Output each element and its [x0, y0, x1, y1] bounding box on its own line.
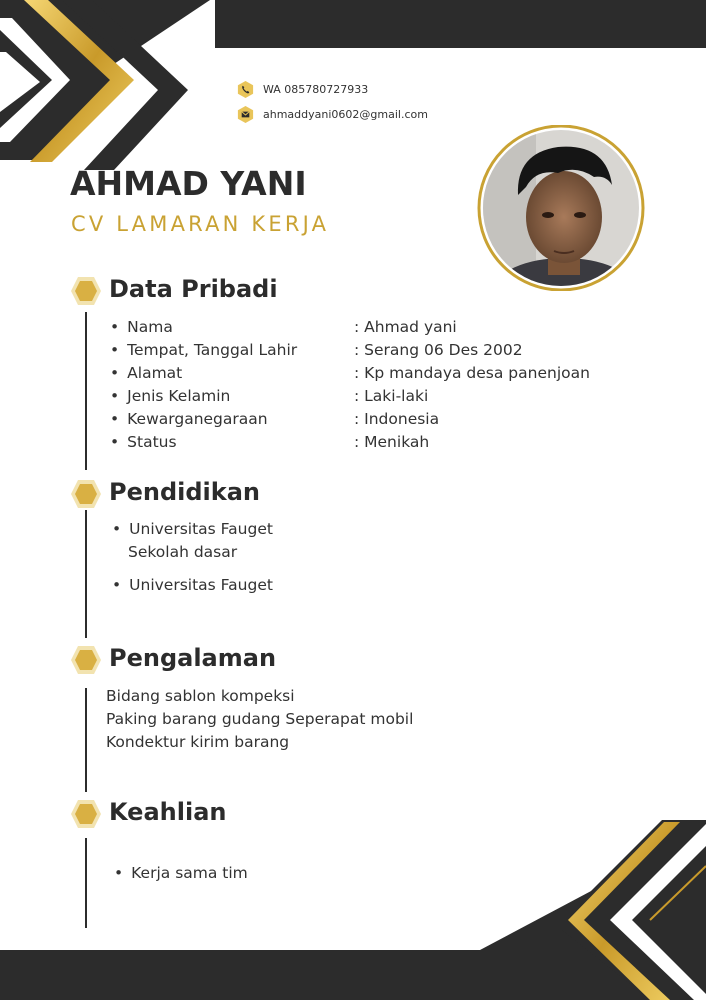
hexagon-bullet-icon	[70, 798, 102, 830]
education-item: • Universitas Fauget	[112, 576, 273, 594]
education-item: • Universitas Fauget	[112, 520, 273, 538]
person-name: AHMAD YANI	[70, 164, 307, 203]
profile-photo	[466, 125, 656, 291]
section-title-keahlian: Keahlian	[109, 798, 227, 826]
field-label: • Kewarganegaraan	[110, 410, 268, 428]
hexagon-bullet-icon	[70, 644, 102, 676]
field-label: • Status	[110, 433, 177, 451]
email-text[interactable]: ahmaddyani0602@gmail.com	[263, 108, 428, 121]
experience-item: Bidang sablon kompeksi	[106, 687, 295, 705]
timeline-line-1	[85, 312, 87, 470]
field-value: : Serang 06 Des 2002	[354, 341, 523, 359]
hexagon-bullet-icon	[70, 275, 102, 307]
field-value: : Menikah	[354, 433, 430, 451]
phone-icon	[236, 80, 255, 99]
field-value: : Ahmad yani	[354, 318, 457, 336]
field-label: • Jenis Kelamin	[110, 387, 230, 405]
phone-text[interactable]: WA 085780727933	[263, 83, 369, 96]
timeline-line-4	[85, 838, 87, 928]
field-label: • Nama	[110, 318, 173, 336]
hexagon-bullet-icon	[70, 478, 102, 510]
section-title-pendidikan: Pendidikan	[109, 478, 261, 506]
education-item-detail: Sekolah dasar	[128, 543, 238, 561]
timeline-line-2	[85, 510, 87, 638]
field-value: : Indonesia	[354, 410, 440, 428]
timeline-line-3	[85, 688, 87, 792]
field-value: : Laki-laki	[354, 387, 429, 405]
section-title-pengalaman: Pengalaman	[109, 644, 277, 672]
field-label: • Alamat	[110, 364, 182, 382]
email-icon	[236, 105, 255, 124]
section-title-data-pribadi: Data Pribadi	[109, 275, 278, 303]
contact-phone	[236, 80, 368, 99]
experience-item: Kondektur kirim barang	[106, 733, 290, 751]
field-value: : Kp mandaya desa panenjoan	[354, 364, 590, 382]
contact-email	[236, 105, 428, 124]
cv-subtitle: CV LAMARAN KERJA	[71, 212, 330, 236]
field-label: • Tempat, Tanggal Lahir	[110, 341, 297, 359]
experience-item: Paking barang gudang Seperapat mobil	[106, 710, 414, 728]
skill-item: • Kerja sama tim	[114, 864, 248, 882]
